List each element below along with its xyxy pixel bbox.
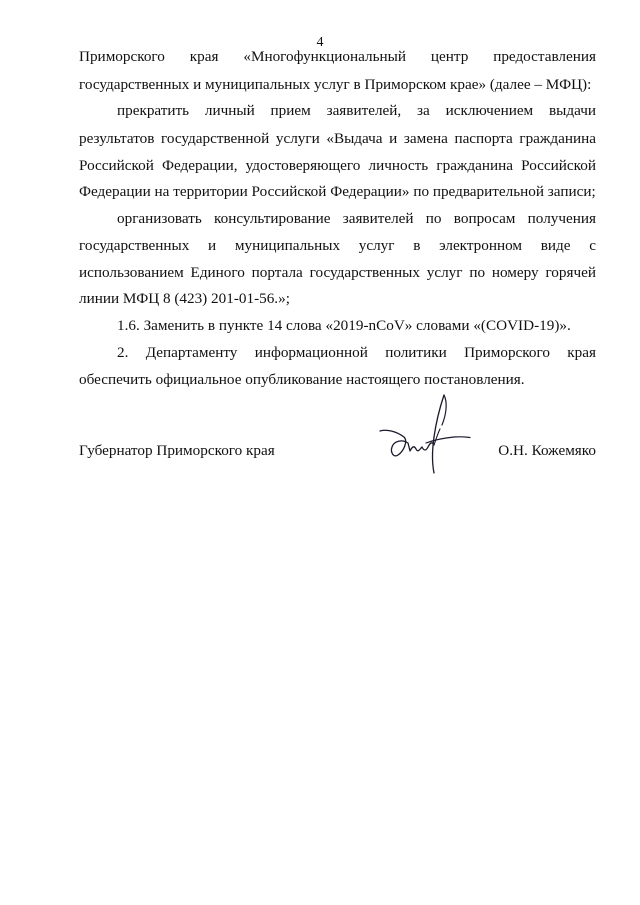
text-line: линии МФЦ 8 (423) 201-01-56.»; xyxy=(79,290,290,307)
text-line: Федерации на территории Российской Федерации» по предварительной записи; xyxy=(79,183,596,200)
text-line: 1.6. Заменить в пункте 14 слова «2019-nCoV» словами «(COVID-19)». xyxy=(117,317,571,334)
handwritten-signature xyxy=(374,393,474,475)
signatory-name: О.Н. Кожемяко xyxy=(498,442,596,459)
text-line: государственных и муниципальных услуг в электронном виде с xyxy=(79,237,596,254)
text-line: организовать консультирование заявителей по вопросам получения xyxy=(117,210,596,227)
signatory-title: Губернатор Приморского края xyxy=(79,442,275,459)
text-line: использованием Единого портала государственных услуг по номеру горячей xyxy=(79,264,596,281)
text-line: обеспечить официальное опубликование настоящего постановления. xyxy=(79,371,525,388)
text-line: Российской Федерации, удостоверяющего личность гражданина Российской xyxy=(79,157,596,174)
text-line: результатов государственной услуги «Выдача и замена паспорта гражданина xyxy=(79,130,596,147)
text-line: Приморского края «Многофункциональный центр предоставления xyxy=(79,48,596,65)
page-number: 4 xyxy=(316,35,324,50)
text-line: государственных и муниципальных услуг в Приморском крае» (далее – МФЦ): xyxy=(79,76,592,93)
text-line: прекратить личный прием заявителей, за исключением выдачи xyxy=(117,102,596,119)
text-line: 2. Департаменту информационной политики Приморского края xyxy=(117,344,596,361)
